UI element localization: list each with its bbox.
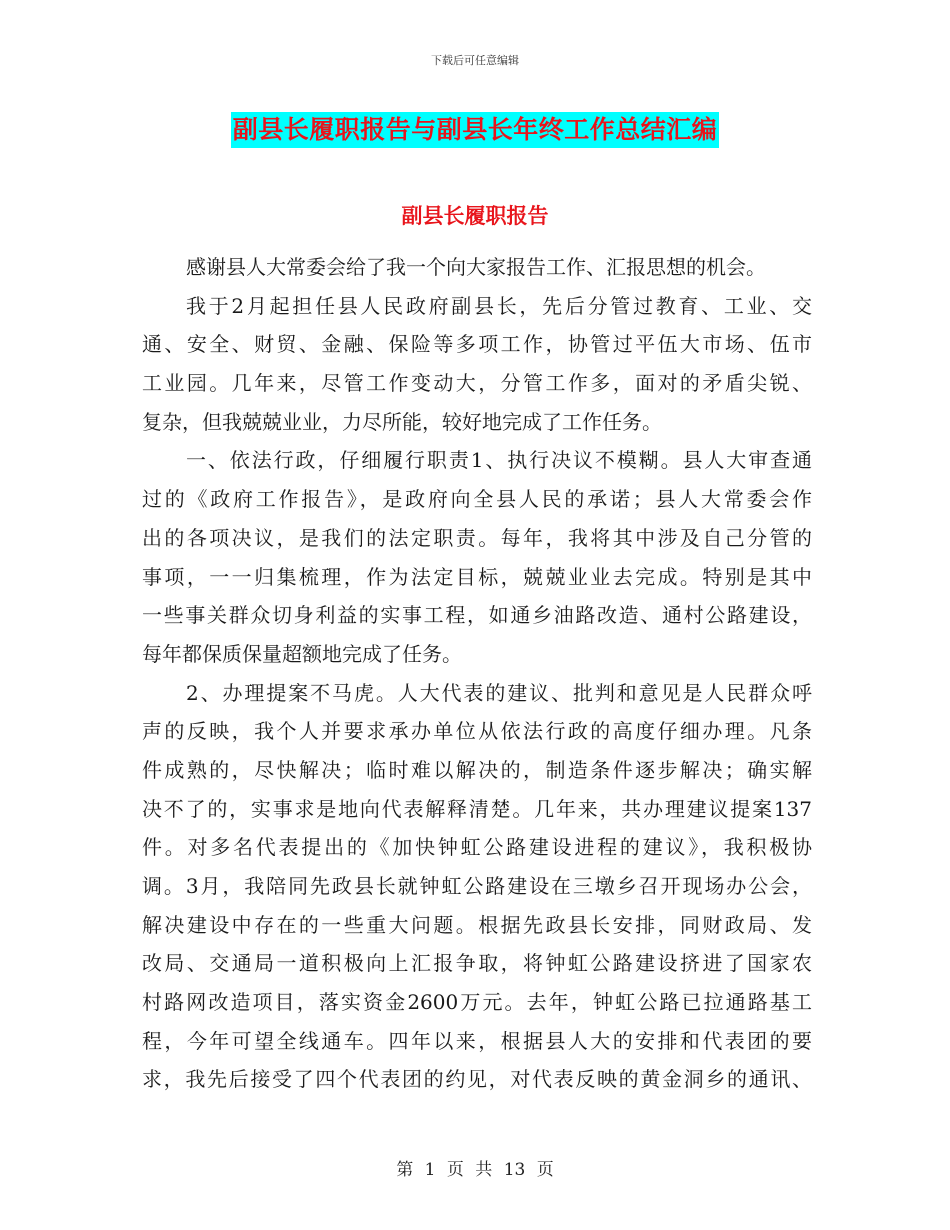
- paragraph-line: 程，今年可望全线通车。四年以来，根据县人大的安排和代表团的要: [142, 1028, 812, 1053]
- header-note: 下载后可任意编辑: [431, 54, 519, 67]
- paragraph-line: 改局、交通局一道积极向上汇报争取，将钟虹公路建设挤进了国家农: [142, 951, 812, 976]
- paragraph-line: 解决建设中存在的一些重大问题。根据先政县长安排，同财政局、发: [142, 912, 812, 937]
- paragraph-line: 复杂，但我兢兢业业，力尽所能，较好地完成了工作任务。: [142, 409, 662, 434]
- paragraph-line: 调。3月，我陪同先政县长就钟虹公路建设在三墩乡召开现场办公会，: [142, 874, 812, 898]
- paragraph-line: 件。对多名代表提出的《加快钟虹公路建设进程的建议》，我积极协: [142, 835, 812, 860]
- paragraph-line: 一、依法行政，仔细履行职责1、执行决议不模糊。县人大审查通: [186, 448, 812, 473]
- document-title: 副县长履职报告与副县长年终工作总结汇编: [231, 112, 720, 148]
- paragraph-line: 村路网改造项目，落实资金2600万元。去年，钟虹公路已拉通路基工: [142, 990, 812, 1015]
- paragraph-line: 2、办理提案不马虎。人大代表的建议、批判和意见是人民群众呼: [186, 680, 812, 705]
- paragraph-line: 感谢县人大常委会给了我一个向大家报告工作、汇报思想的机会。: [186, 255, 766, 279]
- paragraph-line: 一些事关群众切身利益的实事工程，如通乡油路改造、通村公路建设，: [142, 603, 812, 628]
- paragraph-line: 我于2月起担任县人民政府副县长，先后分管过教育、工业、交: [186, 293, 812, 318]
- paragraph-line: 声的反映，我个人并要求承办单位从依法行政的高度仔细办理。凡条: [142, 719, 812, 744]
- paragraph-line: 出的各项决议，是我们的法定职责。每年，我将其中涉及自己分管的: [142, 525, 812, 550]
- paragraph-line: 决不了的，实事求是地向代表解释清楚。几年来，共办理建议提案137: [142, 796, 812, 821]
- paragraph-line: 通、安全、财贸、金融、保险等多项工作，协管过平伍大市场、伍市: [142, 332, 812, 357]
- document-title-wrap: [0, 112, 950, 148]
- section-title: 副县长履职报告: [401, 203, 549, 228]
- body-text: [142, 248, 812, 1099]
- paragraph-line: 求，我先后接受了四个代表团的约见，对代表反映的黄金洞乡的通讯、: [142, 1067, 812, 1092]
- paragraph-line: 事项，一一归集梳理，作为法定目标，兢兢业业去完成。特别是其中: [142, 564, 812, 589]
- page-footer: 第 1 页 共 13 页: [396, 1160, 554, 1180]
- paragraph-line: 件成熟的，尽快解决；临时难以解决的，制造条件逐步解决；确实解: [142, 757, 812, 782]
- paragraph-line: 工业园。几年来，尽管工作变动大，分管工作多，面对的矛盾尖锐、: [142, 371, 812, 396]
- paragraph-line: 过的《政府工作报告》，是政府向全县人民的承诺；县人大常委会作: [142, 487, 812, 512]
- paragraph-line: 每年都保质保量超额地完成了任务。: [142, 641, 462, 666]
